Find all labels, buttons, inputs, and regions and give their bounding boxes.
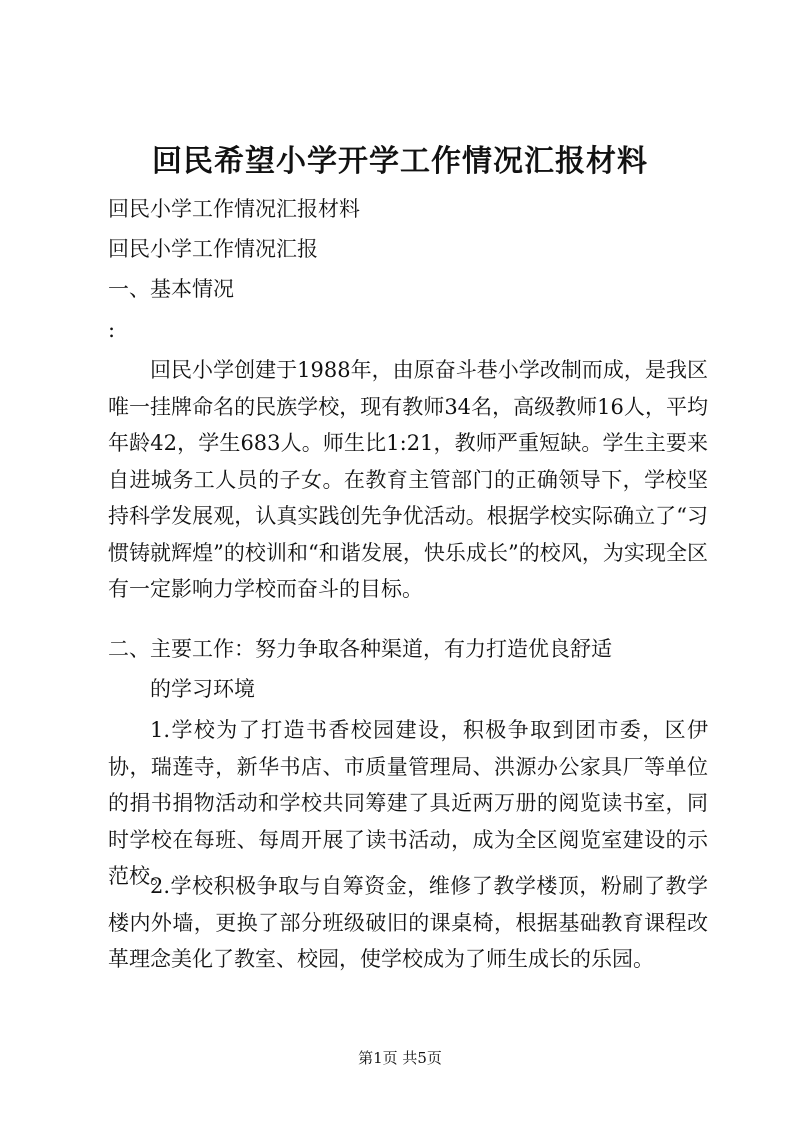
paragraph-basic-info: 回民小学创建于1988年，由原奋斗巷小学改制而成，是我区唯一挂牌命名的民族学校，现有教师34名，高级教师16人，平均年龄42，学生683人。师生比1:21，教师严重短缺。学生主要来自进城务工人员的子女。在教育主管部门的正确领导下，学校坚持科学发展观，认真实践创先争优活动。根据学校实际确立了“习惯铸就辉煌”的校训和“和谐发展，快乐成长”的校风，为实现全区有一定影响力学校而奋斗的目标。: [108, 358, 708, 601]
paragraph-reading-room: 1.学校为了打造书香校园建设，积极争取到团市委，区伊协，瑞莲寺，新华书店、市质量管理局、洪源办公家具厂等单位的捐书捐物活动和学校共同筹建了具近两万册的阅览读书室，同时学校在每班、每周开展了读书活动，成为全区阅览室建设的示范校。: [108, 718, 708, 888]
colon-line: :: [108, 318, 116, 342]
section-1-heading: 一、基本情况: [108, 277, 234, 301]
subtitle-report: 回民小学工作情况汇报: [108, 237, 318, 261]
paragraph-renovation: 2.学校积极争取与自筹资金，维修了教学楼顶，粉刷了教学楼内外墙，更换了部分班级破旧的课桌椅，根据基础教育课程改革理念美化了教室、校园，使学校成为了师生成长的乐园。: [108, 874, 708, 971]
section-2-heading-line-1: 二、主要工作：努力争取各种渠道，有力打造优良舒适: [108, 637, 612, 661]
section-2-heading-line-2: 的学习环境: [150, 677, 255, 701]
page-footer: 第1页 共5页: [358, 1049, 442, 1067]
subtitle-report-material: 回民小学工作情况汇报材料: [108, 197, 360, 221]
document-title: 回民希望小学开学工作情况汇报材料: [152, 144, 648, 179]
